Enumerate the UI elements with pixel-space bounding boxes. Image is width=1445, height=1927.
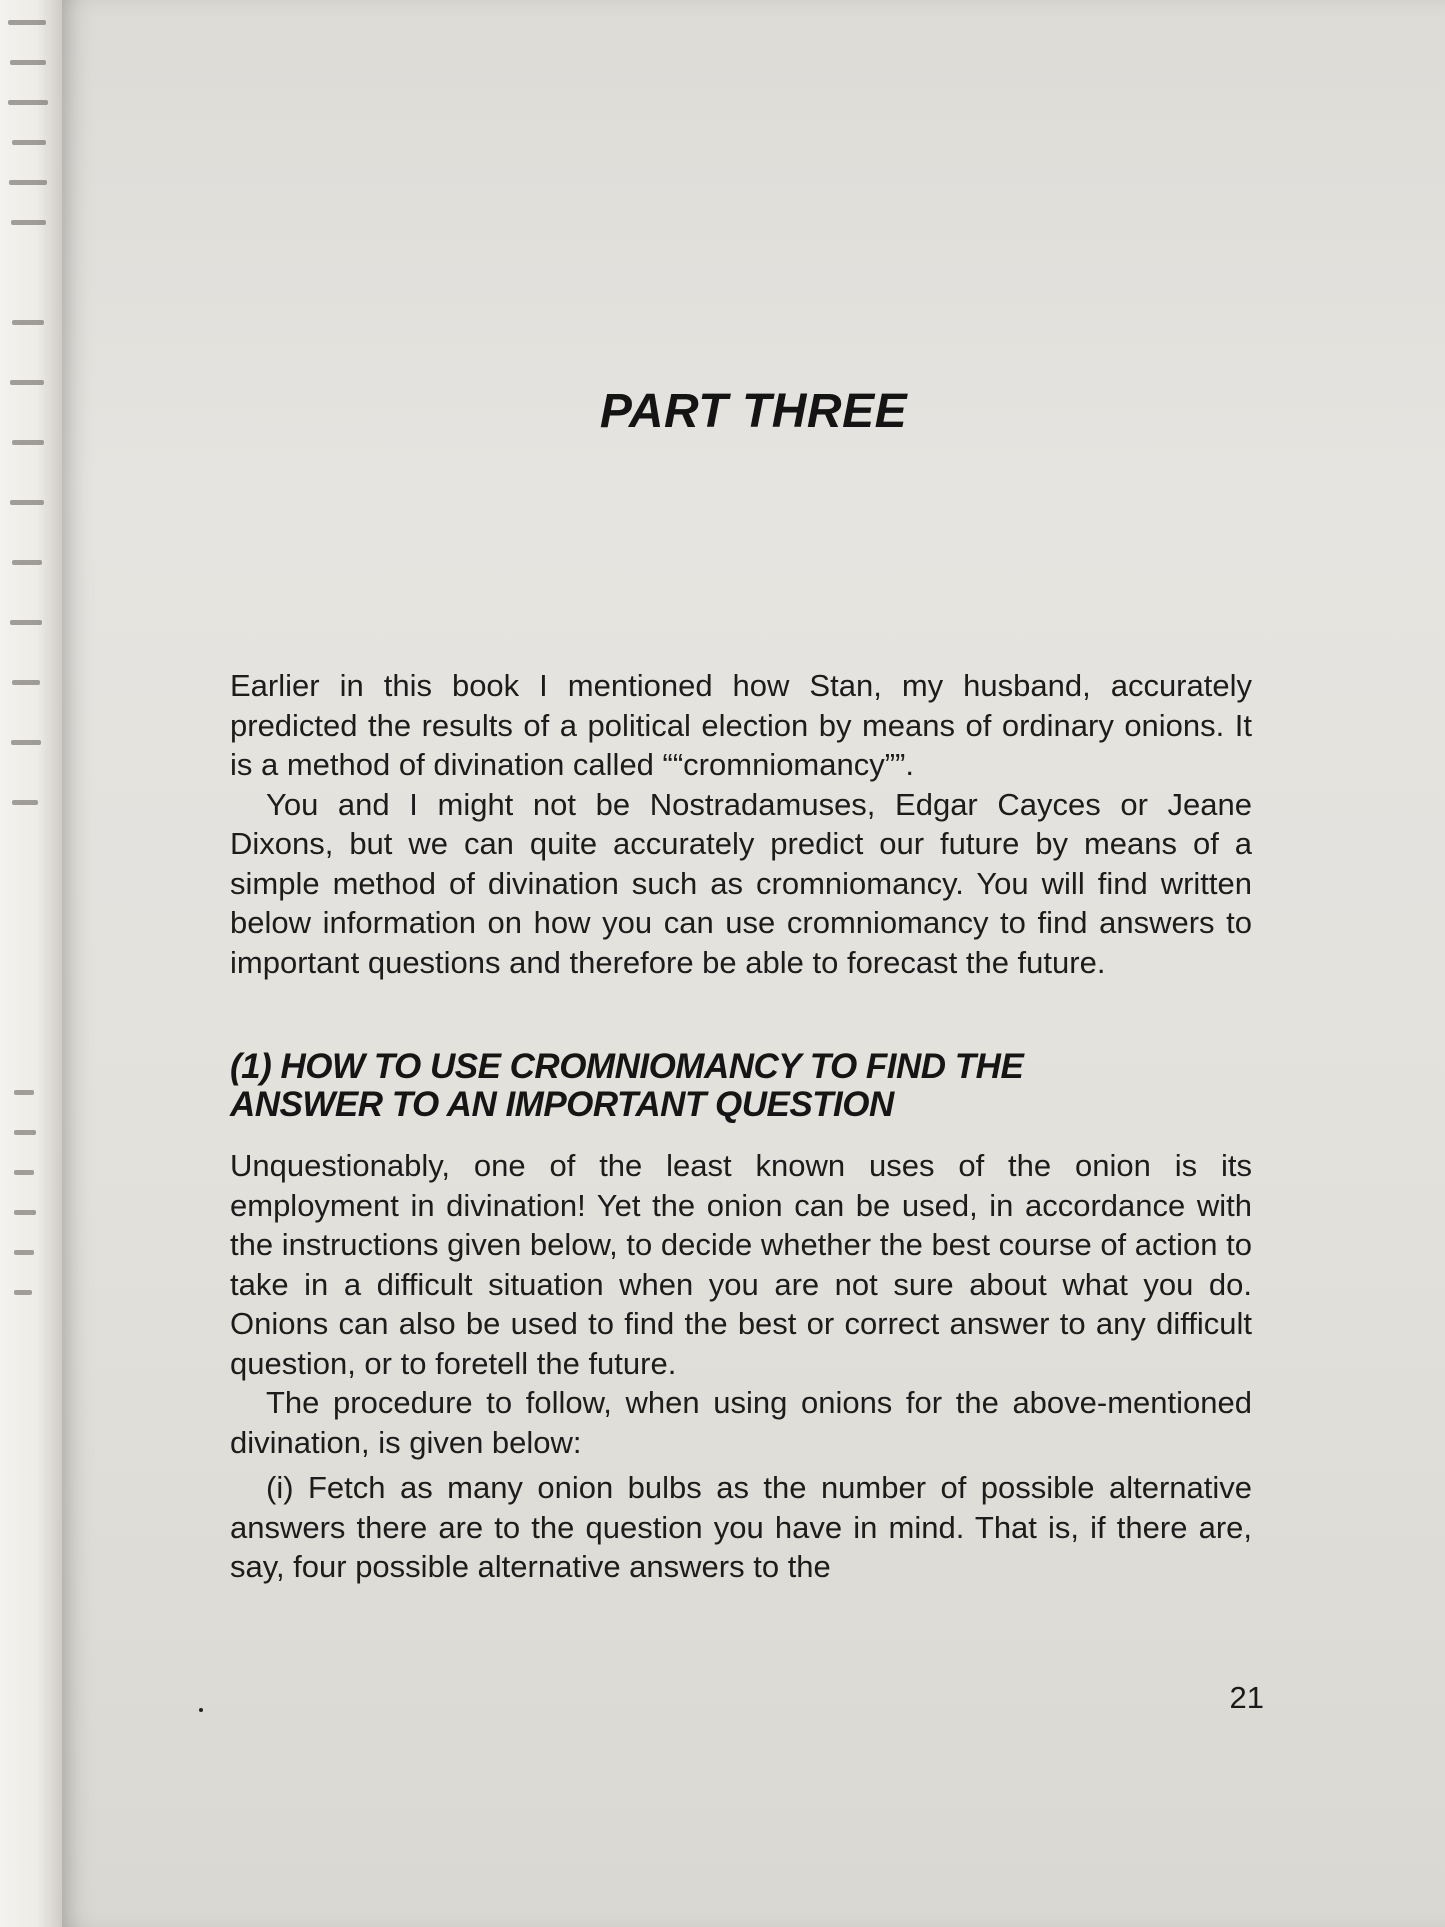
intro-paragraph-1: Earlier in this book I mentioned how Stan, my husband, accurately predicted the results of a political election by means of ordinary onions. It is a method of divination called ““cromniomancy””. bbox=[230, 668, 1252, 782]
part-title: PART THREE bbox=[599, 385, 908, 438]
section-heading-line-1: (1) HOW TO USE CROMNIOMANCY TO FIND THE bbox=[230, 1047, 1024, 1086]
section-heading bbox=[230, 1048, 1252, 1124]
section-text-block bbox=[230, 1146, 1252, 1587]
section-paragraph-1: Unquestionably, one of the least known uses of the onion is its employment in divination! Yet the onion can be used, in accordance with the instructions given below, to decide whether the best course of action to take in a difficult situation when you are not sure about what you do. Onions can also be used to find the best or correct answer to any difficult question, or to foretell the future. bbox=[230, 1148, 1252, 1381]
facing-page-edge bbox=[0, 0, 62, 1927]
section-heading-line-2: ANSWER TO AN IMPORTANT QUESTION bbox=[230, 1085, 894, 1124]
facing-page-text-fragment bbox=[6, 0, 50, 1927]
section-paragraph-3: (i) Fetch as many onion bulbs as the number of possible alternative answers there are to the question you have in mind. That is, if there are, say, four possible alternative answers to the bbox=[230, 1470, 1252, 1584]
intro-text-block bbox=[230, 666, 1252, 982]
section-paragraph-2: The procedure to follow, when using onions for the above-mentioned divination, is given below: bbox=[230, 1385, 1252, 1460]
page-number: 21 bbox=[1229, 1680, 1264, 1715]
intro-paragraph-2: You and I might not be Nostradamuses, Edgar Cayces or Jeane Dixons, but we can quite accurately predict our future by means of a simple method of divination such as cromniomancy. You will find written below information on how you can use cromniomancy to find answers to important questions and therefore be able to forecast the future. bbox=[230, 786, 1252, 980]
paper-speck bbox=[199, 1708, 203, 1712]
book-page bbox=[62, 0, 1445, 1927]
